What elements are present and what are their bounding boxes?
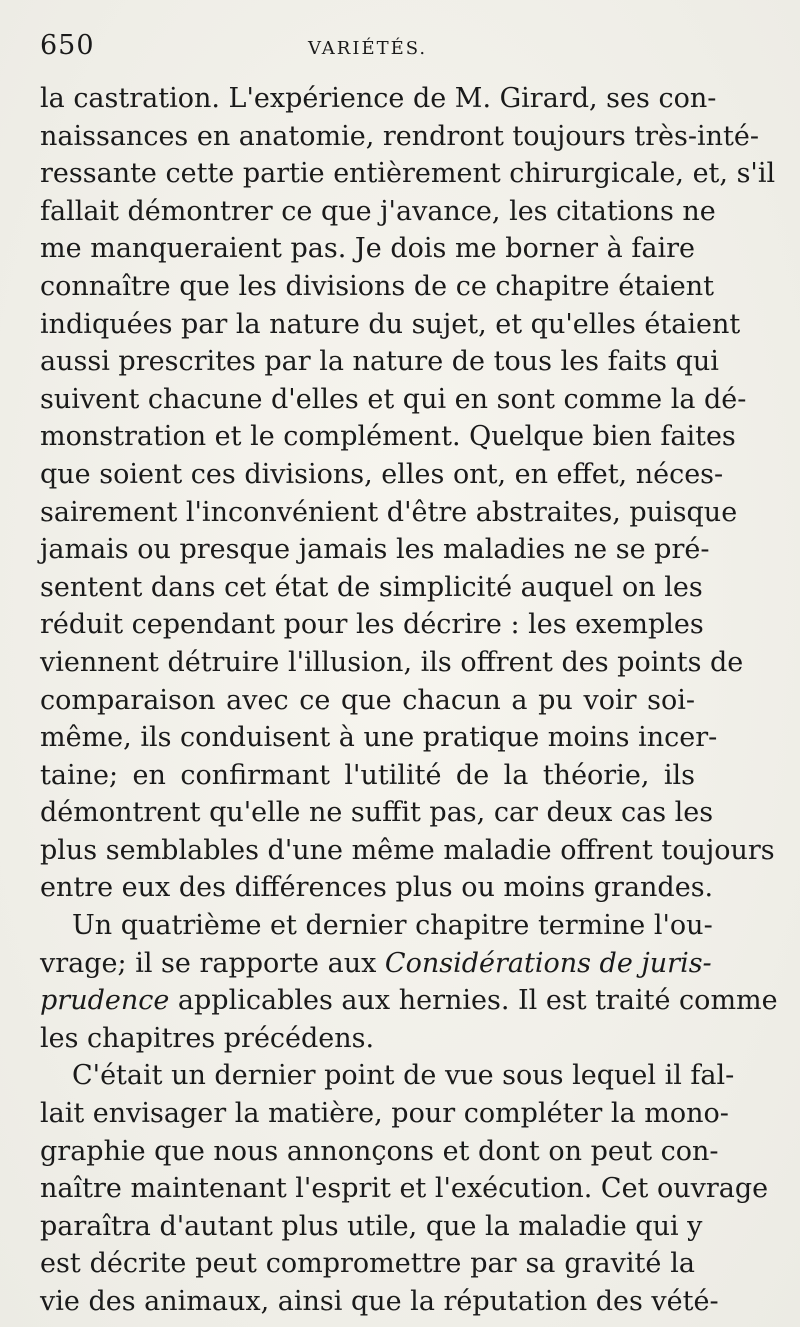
- line-text: naissances en anatomie, rendront toujours très-inté-: [40, 120, 759, 152]
- line-text: réduit cependant pour les décrire : les exemples: [40, 609, 704, 641]
- text-line: [40, 381, 747, 419]
- text-line: [40, 343, 719, 381]
- line-text: C'était un dernier point de vue sous lequel il fal-: [72, 1060, 735, 1092]
- line-text: viennent détruire l'illusion, ils offrent des points de: [40, 646, 744, 678]
- text-line: [40, 1020, 695, 1058]
- text-line: [40, 982, 778, 1020]
- text-line: [40, 1208, 703, 1246]
- line-text: ressante cette partie entièrement chirurgicale, et, s'il: [40, 158, 776, 190]
- text-line: [40, 682, 695, 720]
- text-line: [40, 456, 724, 494]
- line-text: indiquées par la nature du sujet, et qu'elles étaient: [40, 308, 741, 340]
- text-line: [40, 1057, 735, 1095]
- text-line: [40, 80, 717, 118]
- line-text: suivent chacune d'elles et qui en sont comme la dé-: [40, 383, 747, 415]
- line-text: démontrent qu'elle ne suffit pas, car deux cas les: [40, 797, 714, 829]
- text-line: [40, 494, 738, 532]
- text-line: [40, 1170, 769, 1208]
- line-text: fallait démontrer ce que j'avance, les citations ne: [40, 195, 716, 227]
- line-text: comparaison avec ce que chacun a pu voir soi-: [40, 684, 695, 716]
- line-text: les chapitres précédens.: [40, 1022, 375, 1054]
- text-line: [40, 945, 712, 983]
- italic-text: Considérations de juris-: [384, 947, 712, 979]
- text-line: [40, 1283, 719, 1321]
- line-text: paraîtra d'autant plus utile, que la maladie qui y: [40, 1210, 703, 1242]
- text-line: [40, 1245, 695, 1283]
- text-line: [40, 268, 715, 306]
- page-number: 650: [40, 30, 95, 61]
- text-line: [40, 644, 744, 682]
- text-line: [40, 531, 710, 569]
- line-text: plus semblables d'une même maladie offrent toujours: [40, 834, 775, 866]
- line-text: connaître que les divisions de ce chapitre étaient: [40, 270, 715, 302]
- text-line: [40, 306, 741, 344]
- line-text: la castration. L'expérience de M. Girard, ses con-: [40, 83, 717, 114]
- text-line: [40, 606, 704, 644]
- text-line: [40, 569, 703, 607]
- text-line: [40, 719, 718, 757]
- line-text: entre eux des différences plus ou moins grandes.: [40, 872, 714, 904]
- line-text: même, ils conduisent à une pratique moins incer-: [40, 722, 718, 754]
- text-line: [40, 418, 736, 456]
- line-text: vie des animaux, ainsi que la réputation des vété-: [40, 1286, 719, 1317]
- line-text: que soient ces divisions, elles ont, en effet, néces-: [40, 458, 724, 490]
- line-text: jamais ou presque jamais les maladies ne se pré-: [40, 534, 710, 566]
- text-line: [40, 155, 776, 193]
- text-line: [40, 230, 695, 268]
- line-text: me manqueraient pas. Je dois me borner à faire: [40, 233, 695, 265]
- line-text: vrage; il se rapporte aux: [40, 947, 385, 979]
- line-text: monstration et le complément. Quelque bien faites: [40, 421, 736, 453]
- line-text: Un quatrième et dernier chapitre termine l'ou-: [72, 910, 713, 942]
- body-text: [40, 80, 778, 1321]
- line-text: sentent dans cet état de simplicité auquel on les: [40, 571, 703, 603]
- italic-text: prudence: [40, 985, 170, 1017]
- text-line: [40, 1133, 719, 1171]
- line-text: lait envisager la matière, pour compléter la mono-: [40, 1098, 729, 1130]
- text-line: [40, 757, 695, 795]
- text-line: [40, 1095, 729, 1133]
- line-text: aussi prescrites par la nature de tous les faits qui: [40, 346, 719, 378]
- line-text: graphie que nous annonçons et dont on peut con-: [40, 1135, 719, 1167]
- text-line: [40, 869, 714, 907]
- line-text: est décrite peut compromettre par sa gravité la: [40, 1248, 695, 1280]
- line-text: naître maintenant l'esprit et l'exécution. Cet ouvrage: [40, 1173, 769, 1205]
- text-line: [40, 118, 759, 156]
- running-head: VARIÉTÉS.: [308, 38, 428, 59]
- line-text: taine; en confirmant l'utilité de la théorie, ils: [40, 759, 695, 791]
- line-text: applicables aux hernies. Il est traité comme: [169, 985, 778, 1017]
- text-line: [40, 794, 714, 832]
- line-text: sairement l'inconvénient d'être abstraites, puisque: [40, 496, 738, 528]
- text-line: [40, 832, 775, 870]
- page-header: [40, 30, 695, 70]
- text-line: [40, 907, 713, 945]
- text-line: [40, 193, 716, 231]
